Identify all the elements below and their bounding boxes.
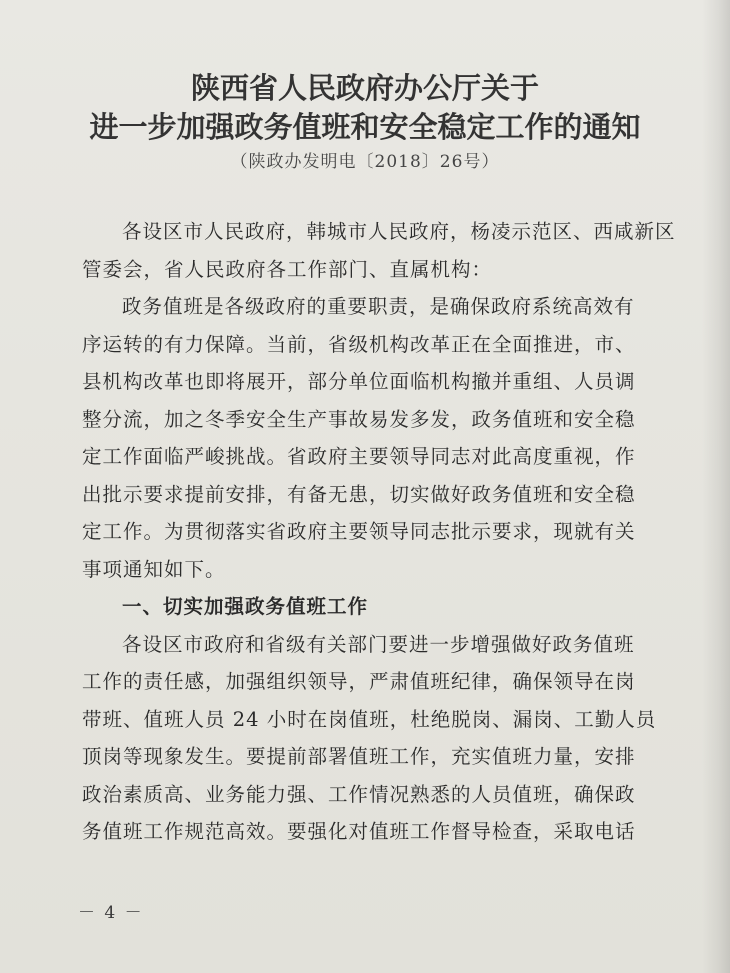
paragraph-line: 定工作面临严峻挑战。省政府主要领导同志对此高度重视，作 — [82, 445, 636, 468]
paragraph-line: 顶岗等现象发生。要提前部署值班工作，充实值班力量，安排 — [82, 745, 636, 768]
paragraph-line: 序运转的有力保障。当前，省级机构改革正在全面推进，市、 — [82, 332, 636, 356]
paragraph-line: 出批示要求提前安排，有备无患，切实做好政务值班和安全稳 — [82, 482, 636, 506]
paragraph-line: 政治素质高、业务能力强、工作情况熟悉的人员值班，确保政 — [82, 782, 636, 806]
document-number: （陕政办发明电〔2018〕26号） — [230, 152, 500, 172]
document-body — [82, 213, 676, 851]
addressee-line: 管委会，省人民政府各工作部门、直属机构： — [82, 257, 493, 281]
paragraph-line: 事项通知如下。 — [82, 557, 226, 581]
document-title-line-2: 进一步加强政务值班和安全稳定工作的通知 — [89, 110, 641, 144]
addressee-line: 各设区市人民政府，韩城市人民政府，杨凌示范区、西咸新区 — [122, 220, 676, 243]
document-title-line-1: 陕西省人民政府办公厅关于 — [190, 71, 539, 105]
paragraph-line: 各设区市政府和省级有关部门要进一步增强做好政务值班 — [122, 632, 635, 656]
paragraph-line: 整分流，加之冬季安全生产事故易发多发，政务值班和安全稳 — [82, 407, 636, 431]
paragraph-line: 工作的责任感，加强组织领导，严肃值班纪律，确保领导在岗 — [82, 670, 636, 693]
paragraph-line: 带班、值班人员 24 小时在岗值班，杜绝脱岗、漏岗、工勤人员 — [82, 707, 657, 731]
paragraph-line: 定工作。为贯彻落实省政府主要领导同志批示要求，现就有关 — [82, 520, 636, 543]
section-heading: 一、切实加强政务值班工作 — [122, 595, 369, 618]
paragraph-line: 政务值班是各级政府的重要职责，是确保政府系统高效有 — [122, 295, 635, 318]
page-number: － 4 － — [78, 903, 144, 923]
paragraph-line: 县机构改革也即将展开，部分单位面临机构撤并重组、人员调 — [82, 370, 636, 393]
paragraph-line: 务值班工作规范高效。要强化对值班工作督导检查，采取电话 — [82, 820, 636, 843]
